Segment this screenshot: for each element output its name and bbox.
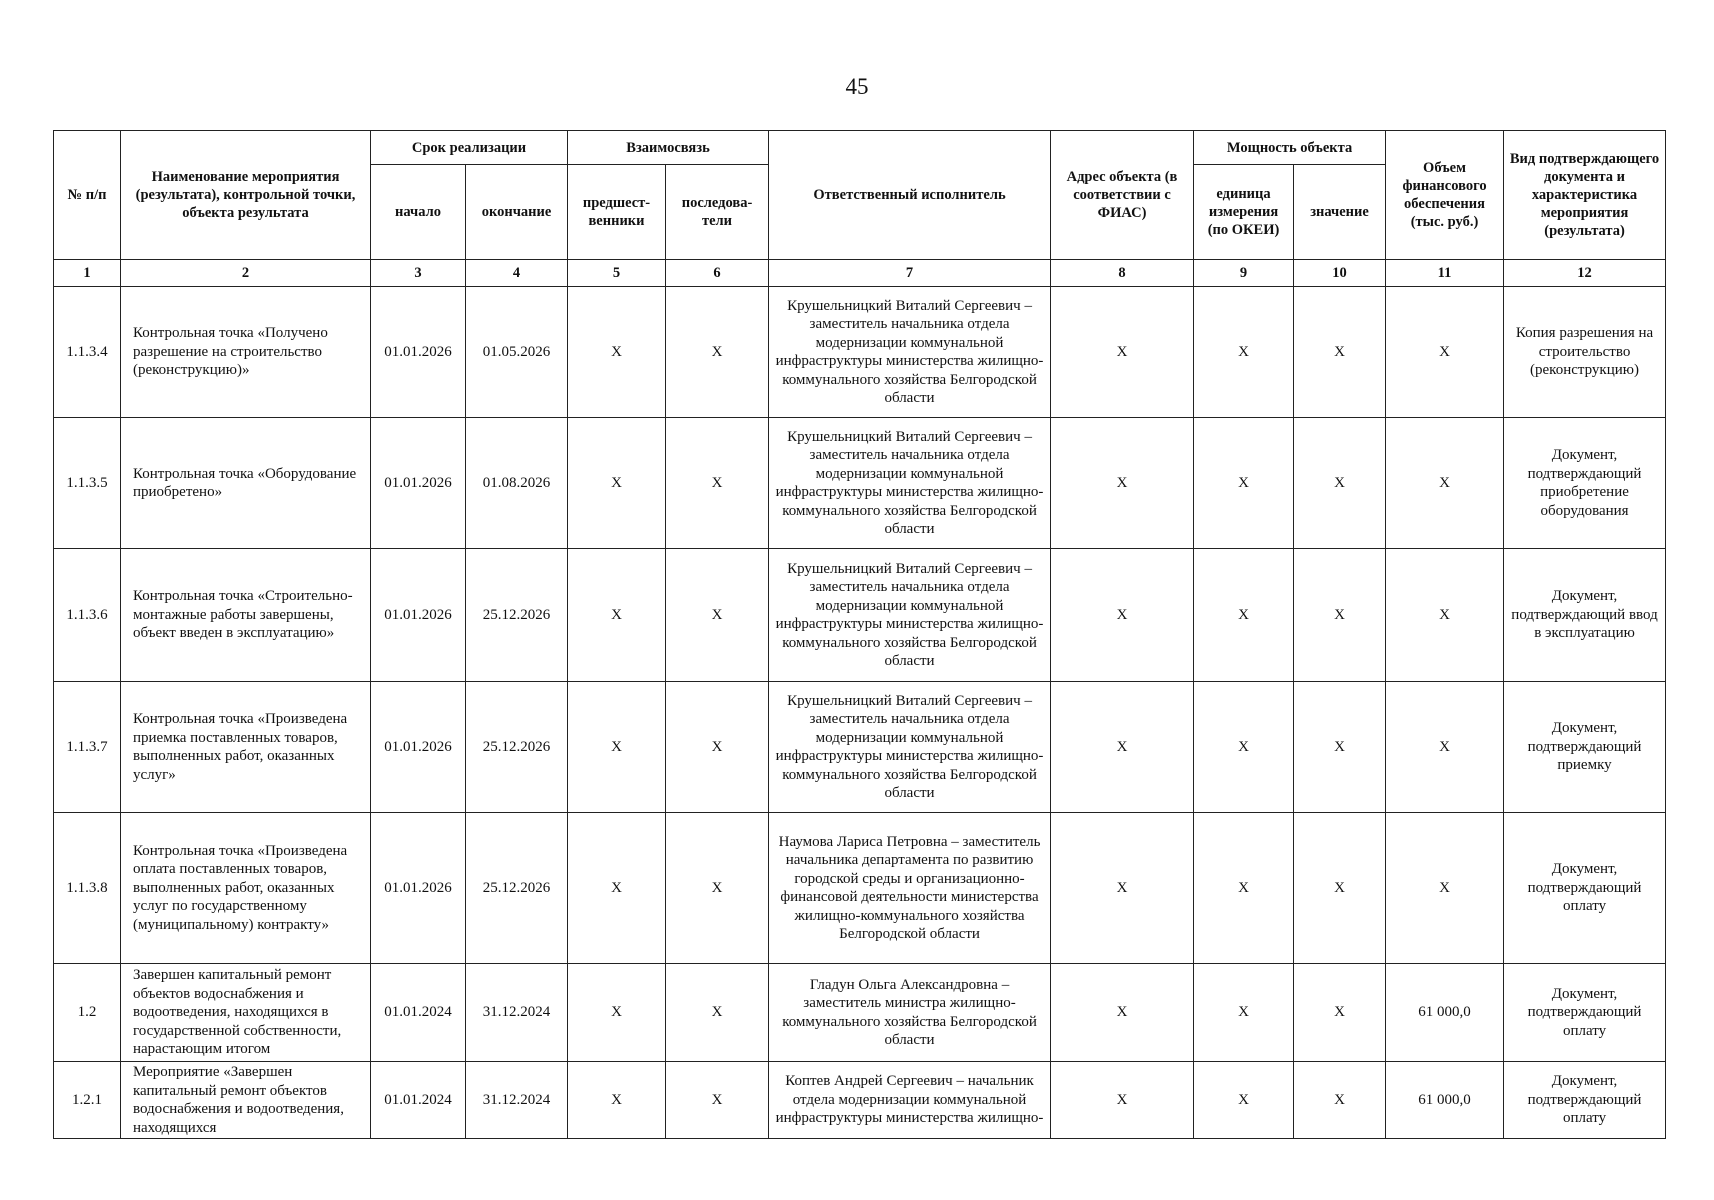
row-id: 1.1.3.7 <box>54 682 121 813</box>
row-start: 01.01.2024 <box>371 964 466 1062</box>
row-successors: X <box>666 418 769 549</box>
row-document: Документ, подтверждающий оплату <box>1504 1062 1666 1139</box>
row-document: Документ, подтверждающий приобретение оборудования <box>1504 418 1666 549</box>
row-name: Контрольная точка «Оборудование приобретено» <box>121 418 371 549</box>
row-successors: X <box>666 964 769 1062</box>
row-value: X <box>1294 287 1386 418</box>
row-name: Мероприятие «Завершен капитальный ремонт объектов водоснабжения и водоотведения, находящихся <box>121 1062 371 1139</box>
col-number: 9 <box>1194 260 1294 287</box>
row-value: X <box>1294 418 1386 549</box>
table-row <box>54 549 1666 682</box>
row-document: Документ, подтверждающий оплату <box>1504 813 1666 964</box>
row-responsible: Крушельницкий Виталий Сергеевич – заместитель начальника отдела модернизации коммунальной инфраструктуры министерства жилищно-коммунального хозяйства Белгородской области <box>769 549 1051 682</box>
row-successors: X <box>666 549 769 682</box>
row-address: X <box>1051 1062 1194 1139</box>
row-address: X <box>1051 549 1194 682</box>
header-link: Взаимосвязь <box>568 131 769 165</box>
table-row <box>54 682 1666 813</box>
row-start: 01.01.2026 <box>371 813 466 964</box>
header-unit: единица измерения (по ОКЕИ) <box>1194 165 1294 260</box>
row-document: Документ, подтверждающий оплату <box>1504 964 1666 1062</box>
row-id: 1.1.3.4 <box>54 287 121 418</box>
row-unit: X <box>1194 418 1294 549</box>
header-predecessors: предшест-венники <box>568 165 666 260</box>
col-number: 8 <box>1051 260 1194 287</box>
header-value: значение <box>1294 165 1386 260</box>
row-address: X <box>1051 287 1194 418</box>
row-predecessors: X <box>568 813 666 964</box>
row-address: X <box>1051 813 1194 964</box>
header-address: Адрес объекта (в соответствии с ФИАС) <box>1051 131 1194 260</box>
row-id: 1.1.3.5 <box>54 418 121 549</box>
row-end: 01.05.2026 <box>466 287 568 418</box>
table-row <box>54 964 1666 1062</box>
col-number: 2 <box>121 260 371 287</box>
row-start: 01.01.2026 <box>371 549 466 682</box>
col-number: 3 <box>371 260 466 287</box>
header-financing: Объем финансового обеспечения (тыс. руб.) <box>1386 131 1504 260</box>
row-successors: X <box>666 682 769 813</box>
row-unit: X <box>1194 964 1294 1062</box>
row-predecessors: X <box>568 1062 666 1139</box>
row-responsible: Наумова Лариса Петровна – заместитель начальника департамента по развитию городской среды и организационно-финансовой деятельности министерства жилищно-коммунального хозяйства Белгородской области <box>769 813 1051 964</box>
header-responsible: Ответственный исполнитель <box>769 131 1051 260</box>
col-number: 1 <box>54 260 121 287</box>
row-end: 31.12.2024 <box>466 964 568 1062</box>
col-number: 7 <box>769 260 1051 287</box>
header-document: Вид подтверждающего документа и характеристика мероприятия (результата) <box>1504 131 1666 260</box>
row-predecessors: X <box>568 287 666 418</box>
row-value: X <box>1294 682 1386 813</box>
row-id: 1.2 <box>54 964 121 1062</box>
row-document: Документ, подтверждающий приемку <box>1504 682 1666 813</box>
row-unit: X <box>1194 549 1294 682</box>
col-number: 10 <box>1294 260 1386 287</box>
row-name: Контрольная точка «Произведена приемка поставленных товаров, выполненных работ, оказанных услуг» <box>121 682 371 813</box>
row-name: Завершен капитальный ремонт объектов водоснабжения и водоотведения, находящихся в государственной собственности, нарастающим итогом <box>121 964 371 1062</box>
row-value: X <box>1294 1062 1386 1139</box>
row-successors: X <box>666 1062 769 1139</box>
row-name: Контрольная точка «Произведена оплата поставленных товаров, выполненных работ, оказанных услуг по государственному (муниципальному) контракту» <box>121 813 371 964</box>
row-value: X <box>1294 964 1386 1062</box>
row-responsible: Крушельницкий Виталий Сергеевич – заместитель начальника отдела модернизации коммунальной инфраструктуры министерства жилищно-коммунального хозяйства Белгородской области <box>769 287 1051 418</box>
row-value: X <box>1294 549 1386 682</box>
row-start: 01.01.2026 <box>371 682 466 813</box>
header-successors: последова-тели <box>666 165 769 260</box>
row-predecessors: X <box>568 549 666 682</box>
row-end: 25.12.2026 <box>466 813 568 964</box>
row-responsible: Крушельницкий Виталий Сергеевич – заместитель начальника отдела модернизации коммунальной инфраструктуры министерства жилищно-коммунального хозяйства Белгородской области <box>769 682 1051 813</box>
row-end: 25.12.2026 <box>466 682 568 813</box>
row-name: Контрольная точка «Строительно-монтажные работы завершены, объект введен в эксплуатацию» <box>121 549 371 682</box>
table-row <box>54 287 1666 418</box>
table-row <box>54 1062 1666 1139</box>
row-document: Документ, подтверждающий ввод в эксплуатацию <box>1504 549 1666 682</box>
row-financing: X <box>1386 287 1504 418</box>
row-financing: X <box>1386 813 1504 964</box>
row-financing: 61 000,0 <box>1386 1062 1504 1139</box>
row-financing: 61 000,0 <box>1386 964 1504 1062</box>
row-address: X <box>1051 418 1194 549</box>
row-id: 1.1.3.6 <box>54 549 121 682</box>
col-number: 6 <box>666 260 769 287</box>
col-number: 12 <box>1504 260 1666 287</box>
col-number: 11 <box>1386 260 1504 287</box>
row-unit: X <box>1194 1062 1294 1139</box>
row-unit: X <box>1194 813 1294 964</box>
row-id: 1.1.3.8 <box>54 813 121 964</box>
row-unit: X <box>1194 287 1294 418</box>
table-row <box>54 813 1666 964</box>
row-unit: X <box>1194 682 1294 813</box>
row-value: X <box>1294 813 1386 964</box>
row-predecessors: X <box>568 964 666 1062</box>
row-responsible: Крушельницкий Виталий Сергеевич – заместитель начальника отдела модернизации коммунальной инфраструктуры министерства жилищно-коммунального хозяйства Белгородской области <box>769 418 1051 549</box>
col-number: 4 <box>466 260 568 287</box>
row-name: Контрольная точка «Получено разрешение на строительство (реконструкцию)» <box>121 287 371 418</box>
row-responsible: Коптев Андрей Сергеевич – начальник отдела модернизации коммунальной инфраструктуры министерства жилищно- <box>769 1062 1051 1139</box>
activities-table <box>53 130 1666 1139</box>
row-address: X <box>1051 682 1194 813</box>
row-end: 31.12.2024 <box>466 1062 568 1139</box>
header-term: Срок реализации <box>371 131 568 165</box>
page-number: 45 <box>845 74 869 99</box>
row-start: 01.01.2026 <box>371 287 466 418</box>
row-address: X <box>1051 964 1194 1062</box>
row-end: 01.08.2026 <box>466 418 568 549</box>
header-capacity: Мощность объекта <box>1194 131 1386 165</box>
row-predecessors: X <box>568 418 666 549</box>
row-start: 01.01.2026 <box>371 418 466 549</box>
col-number: 5 <box>568 260 666 287</box>
row-financing: X <box>1386 682 1504 813</box>
row-document: Копия разрешения на строительство (реконструкцию) <box>1504 287 1666 418</box>
row-id: 1.2.1 <box>54 1062 121 1139</box>
row-financing: X <box>1386 418 1504 549</box>
header-end: окончание <box>466 165 568 260</box>
header-start: начало <box>371 165 466 260</box>
row-start: 01.01.2024 <box>371 1062 466 1139</box>
header-name: Наименование мероприятия (результата), контрольной точки, объекта результата <box>121 131 371 260</box>
header-number: № п/п <box>54 131 121 260</box>
row-predecessors: X <box>568 682 666 813</box>
row-financing: X <box>1386 549 1504 682</box>
row-end: 25.12.2026 <box>466 549 568 682</box>
row-responsible: Гладун Ольга Александровна – заместитель министра жилищно-коммунального хозяйства Белгородской области <box>769 964 1051 1062</box>
row-successors: X <box>666 813 769 964</box>
row-successors: X <box>666 287 769 418</box>
table-row <box>54 418 1666 549</box>
